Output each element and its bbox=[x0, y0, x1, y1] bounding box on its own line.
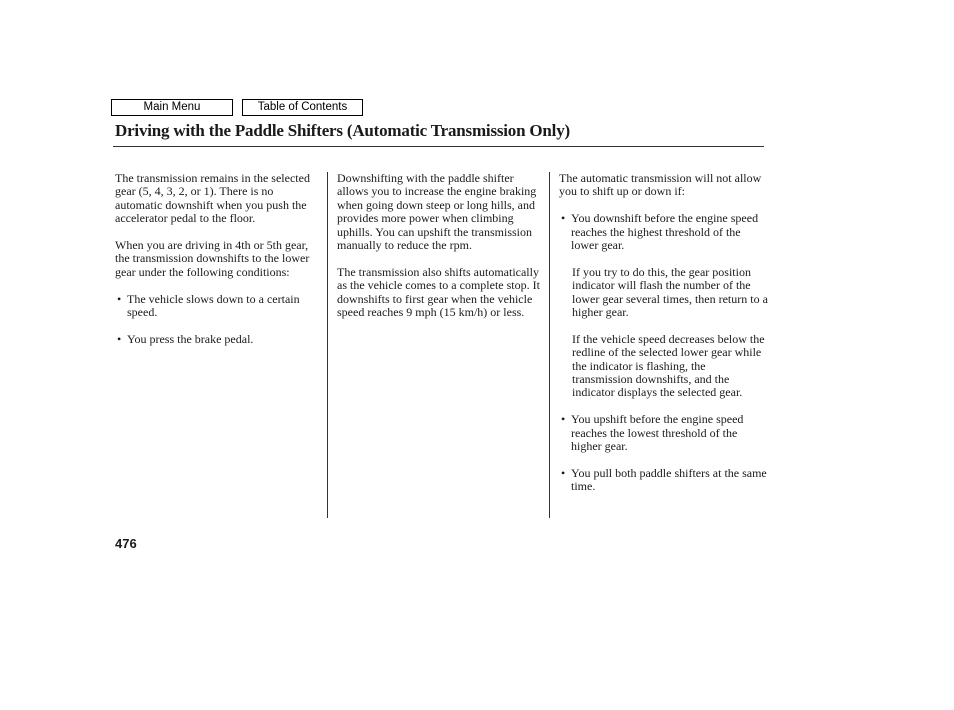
paragraph: Downshifting with the paddle shifter allows you to increase the engine braking when going down steep or long hills, and provides more power when climbing uphills. You can upshift the transmission manually to reduce the rpm. bbox=[337, 171, 537, 253]
paragraph: The transmission also shifts automatically as the vehicle comes to a complete stop. It downshifts to first gear when the vehicle speed reaches 9 mph (15 km/h) or less. bbox=[337, 264, 540, 320]
list-item bbox=[559, 467, 769, 494]
paragraph: The transmission remains in the selected gear (5, 4, 3, 2, or 1). There is no automatic downshift when you push the accelerator pedal to the floor. bbox=[115, 171, 310, 226]
list-item-text: You downshift before the engine speed reaches the highest threshold of the lower gear. bbox=[571, 211, 759, 253]
bullet-icon: • bbox=[117, 331, 122, 346]
list-item-text: You upshift before the engine speed reaches the lowest threshold of the higher gear. bbox=[571, 412, 744, 454]
column-divider-1 bbox=[327, 172, 328, 518]
indented-paragraph: If you try to do this, the gear position indicator will flash the number of the lower gear several times, then return to a higher gear. bbox=[572, 264, 768, 320]
bullet-icon: • bbox=[561, 211, 566, 226]
text-column-1 bbox=[115, 172, 320, 360]
list-item bbox=[115, 333, 320, 346]
bullet-icon: • bbox=[561, 412, 566, 427]
list-item bbox=[559, 212, 769, 252]
page-number: 476 bbox=[115, 536, 137, 551]
bullet-icon: • bbox=[561, 465, 566, 480]
paragraph: The automatic transmission will not allow you to shift up or down if: bbox=[559, 171, 762, 199]
page-title: Driving with the Paddle Shifters (Automatic Transmission Only) bbox=[115, 121, 570, 140]
paragraph: When you are driving in 4th or 5th gear, the transmission downshifts to the lower gear under the following conditions: bbox=[115, 238, 310, 279]
list-item bbox=[115, 293, 320, 320]
bullet-icon: • bbox=[117, 291, 122, 306]
list-item-text: You press the brake pedal. bbox=[127, 331, 254, 346]
text-column-2 bbox=[337, 172, 545, 333]
text-column-3 bbox=[559, 172, 769, 507]
table-of-contents-button[interactable]: Table of Contents bbox=[242, 99, 363, 116]
column-divider-2 bbox=[549, 172, 550, 518]
list-item-text: You pull both paddle shifters at the same time. bbox=[571, 465, 767, 494]
list-item bbox=[559, 413, 769, 453]
title-divider bbox=[113, 146, 764, 147]
indented-paragraph: If the vehicle speed decreases below the redline of the selected lower gear while the indicator is flashing, the transmission downshifts, and the indicator displays the selected gear. bbox=[572, 331, 765, 400]
main-menu-button[interactable]: Main Menu bbox=[111, 99, 233, 116]
list-item-text: The vehicle slows down to a certain speed. bbox=[127, 291, 300, 320]
